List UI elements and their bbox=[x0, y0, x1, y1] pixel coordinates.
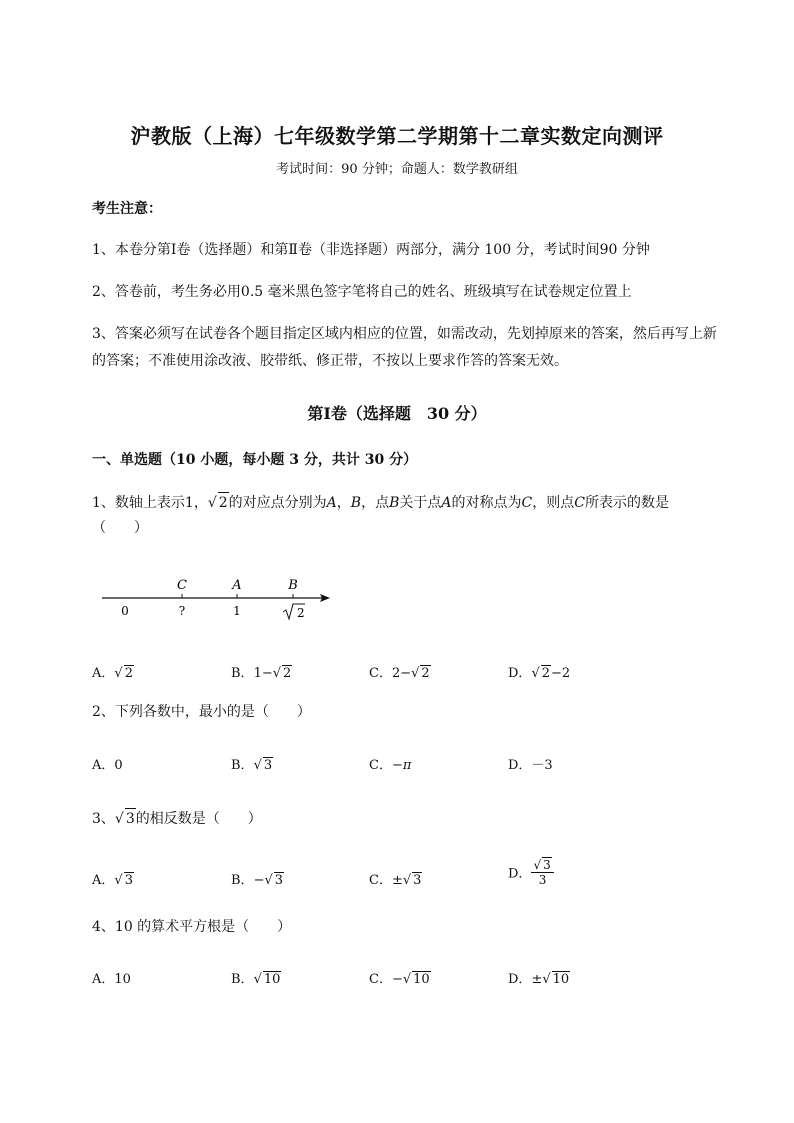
sqrt-icon: √ 2 bbox=[114, 666, 133, 681]
sqrt-icon: √ 2 bbox=[531, 666, 551, 681]
sqrt-icon: √ 3 bbox=[253, 758, 273, 773]
notice-item-1: 1、本卷分第Ⅰ卷（选择题）和第Ⅱ卷（非选择题）两部分，满分 100 分，考试时间90 分钟 bbox=[92, 242, 650, 258]
label-one: 1 bbox=[233, 604, 241, 618]
q1-option-d[interactable]: D．√ 2−2 bbox=[508, 666, 571, 681]
sqrt-icon: √ 3 bbox=[402, 873, 422, 888]
q2-option-d[interactable]: D．－3 bbox=[508, 758, 553, 773]
sqrt-2: √ 2 bbox=[208, 492, 229, 513]
fraction: $\frac{√ 3}{3}$ bbox=[531, 857, 553, 887]
q1-blank: （ ） bbox=[92, 520, 148, 536]
q1-text-a: 1、数轴上表示1， bbox=[92, 495, 208, 511]
q1-option-a[interactable]: A．√ 2 bbox=[92, 666, 133, 681]
q4-option-a[interactable]: A．10 bbox=[92, 972, 131, 987]
sqrt-icon: √ 2 bbox=[411, 666, 430, 681]
notice-item-2: 2、答卷前，考生务必用0.5 毫米黑色签字笔将自己的姓名、班级填写在试卷规定位置上 bbox=[92, 284, 632, 300]
sqrt-icon: √ 2 bbox=[272, 666, 292, 681]
q1-option-c[interactable]: C．2−√ 2 bbox=[369, 666, 430, 681]
sqrt-icon: √ 3 bbox=[114, 873, 133, 888]
number-line-figure bbox=[100, 572, 340, 628]
notice-item-3-line2: 的答案；不准使用涂改液、胶带纸、修正带，不按以上要求作答的答案无效。 bbox=[92, 353, 568, 369]
label-c: C bbox=[177, 578, 187, 593]
question-3-text: 3、√ 3的相反数是（ ） bbox=[92, 808, 262, 829]
q1-option-b[interactable]: B．1−√ 2 bbox=[231, 666, 292, 681]
q3-option-a[interactable]: A．√ 3 bbox=[92, 873, 133, 888]
question-1-text: 1、数轴上表示1，√ 2的对应点分别为A，B，点B关于点A的对称点为C，则点C所表示的数是 bbox=[92, 492, 669, 513]
part-heading: 一、单选题（10 小题，每小题 3 分，共计 30 分） bbox=[92, 452, 418, 468]
sqrt-icon: √ 3 bbox=[115, 808, 136, 829]
label-a: A bbox=[232, 578, 242, 593]
q2-option-a[interactable]: A．0 bbox=[92, 758, 123, 773]
q3-option-c[interactable]: C．±√ 3 bbox=[369, 873, 422, 888]
sqrt-icon: √ 10 bbox=[253, 972, 281, 987]
label-b: B bbox=[288, 578, 298, 593]
q4-option-b[interactable]: B．√ 10 bbox=[231, 972, 281, 987]
question-2-text: 2、下列各数中，最小的是（ ） bbox=[92, 704, 311, 720]
page-title: 沪教版（上海）七年级数学第二学期第十二章实数定向测评 bbox=[130, 124, 664, 148]
q4-option-d[interactable]: D．±√ 10 bbox=[508, 972, 570, 987]
label-question: ? bbox=[178, 604, 186, 618]
notice-heading: 考生注意： bbox=[92, 201, 162, 217]
label-sqrt2-radicand: 2 bbox=[297, 606, 305, 620]
q3-option-b[interactable]: B．−√ 3 bbox=[231, 873, 284, 888]
q4-option-c[interactable]: C．−√ 10 bbox=[369, 972, 430, 987]
q2-option-b[interactable]: B．√ 3 bbox=[231, 758, 273, 773]
question-4-text: 4、10 的算术平方根是（ ） bbox=[92, 919, 292, 935]
exam-subtitle: 考试时间：90 分钟；命题人：数学教研组 bbox=[276, 162, 518, 177]
q3-option-d[interactable]: D． $\frac{√ 3}{3}$ bbox=[508, 857, 554, 887]
q2-option-c[interactable]: C．−π bbox=[369, 758, 412, 773]
sqrt-icon: √ 10 bbox=[542, 972, 570, 987]
section-heading: 第Ⅰ卷（选择题 30 分） bbox=[307, 404, 487, 423]
sqrt-icon: √ 3 bbox=[264, 873, 284, 888]
label-zero: 0 bbox=[121, 604, 129, 618]
sqrt-icon: √ 10 bbox=[402, 972, 430, 987]
notice-item-3-line1: 3、答案必须写在试卷各个题目指定区域内相应的位置，如需改动，先划掉原来的答案，然后再写上新 bbox=[92, 326, 717, 342]
